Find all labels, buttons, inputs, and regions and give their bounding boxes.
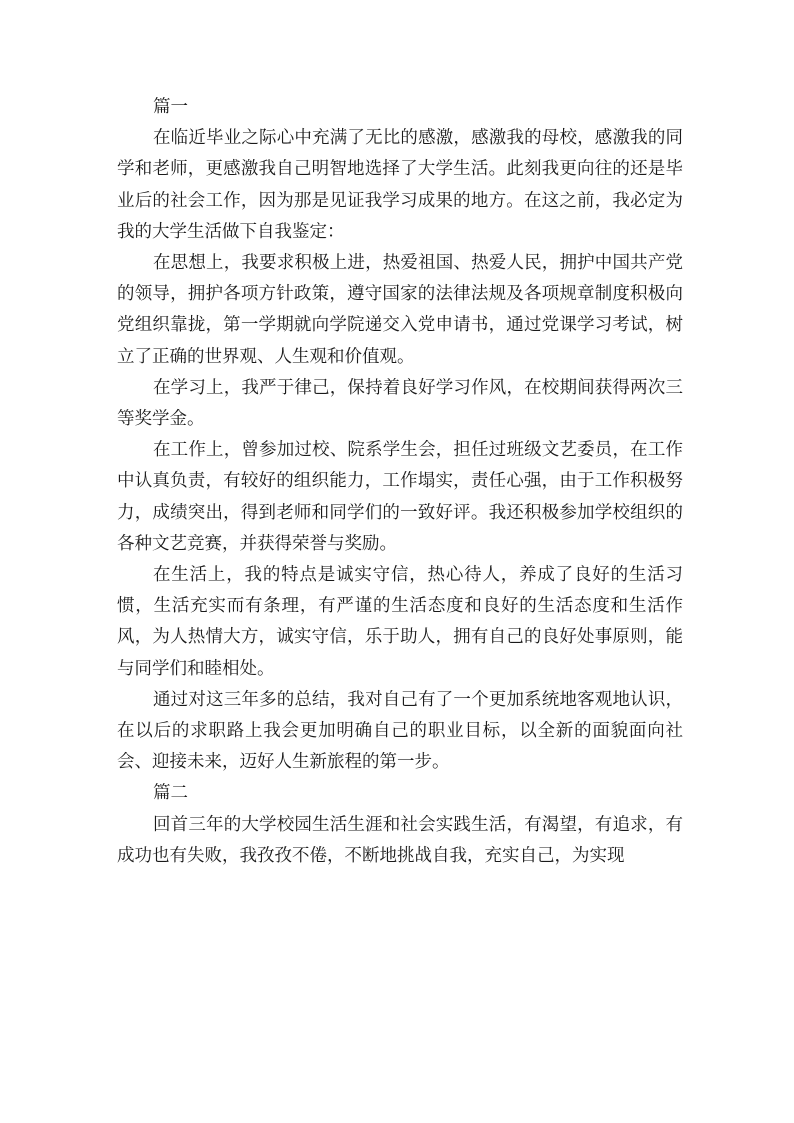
section-heading: 篇二	[153, 783, 188, 804]
section-1	[117, 92, 683, 778]
paragraph: 在临近毕业之际心中充满了无比的感激，感激我的母校，感激我的同学和老师，更感激我自己明智地选择了大学生活。此刻我更向往的还是毕业后的社会工作，因为那是见证我学习成果的地方。在这之前，我必定为我的大学生活做下自我鉴定：	[117, 128, 683, 242]
paragraph: 在工作上，曾参加过校、院系学生会，担任过班级文艺委员，在工作中认真负责，有较好的组织能力，工作塌实，责任心强，由于工作积极努力，成绩突出，得到老师和同学们的一致好评。我还积极参加学校组织的各种文艺竞赛，并获得荣誉与奖励。	[117, 440, 683, 554]
paragraph: 回首三年的大学校园生活生涯和社会实践生活，有渴望，有追求，有成功也有失败，我孜孜不倦，不断地挑战自我，充实自己，为实现	[117, 814, 683, 866]
paragraph: 在学习上，我严于律己，保持着良好学习作风，在校期间获得两次三等奖学金。	[117, 377, 683, 430]
section-heading: 篇一	[153, 97, 188, 117]
paragraph: 在生活上，我的特点是诚实守信，热心待人，养成了良好的生活习惯，生活充实而有条理，有严谨的生活态度和良好的生活态度和生活作风，为人热情大方，诚实守信，乐于助人，拥有自己的良好处事原则，能与同学们和睦相处。	[117, 565, 683, 679]
document-body	[117, 92, 683, 872]
section-2	[117, 778, 683, 872]
paragraph: 通过对这三年多的总结，我对自己有了一个更加系统地客观地认识，在以后的求职路上我会更加明确自己的职业目标，以全新的面貌面向社会、迎接未来，迈好人生新旅程的第一步。	[117, 689, 683, 773]
paragraph: 在思想上，我要求积极上进，热爱祖国、热爱人民，拥护中国共产党的领导，拥护各项方针政策，遵守国家的法律法规及各项规章制度积极向党组织靠拢，第一学期就向学院递交入党申请书，通过党课学习考试，树立了正确的世界观、人生观和价值观。	[117, 253, 683, 367]
